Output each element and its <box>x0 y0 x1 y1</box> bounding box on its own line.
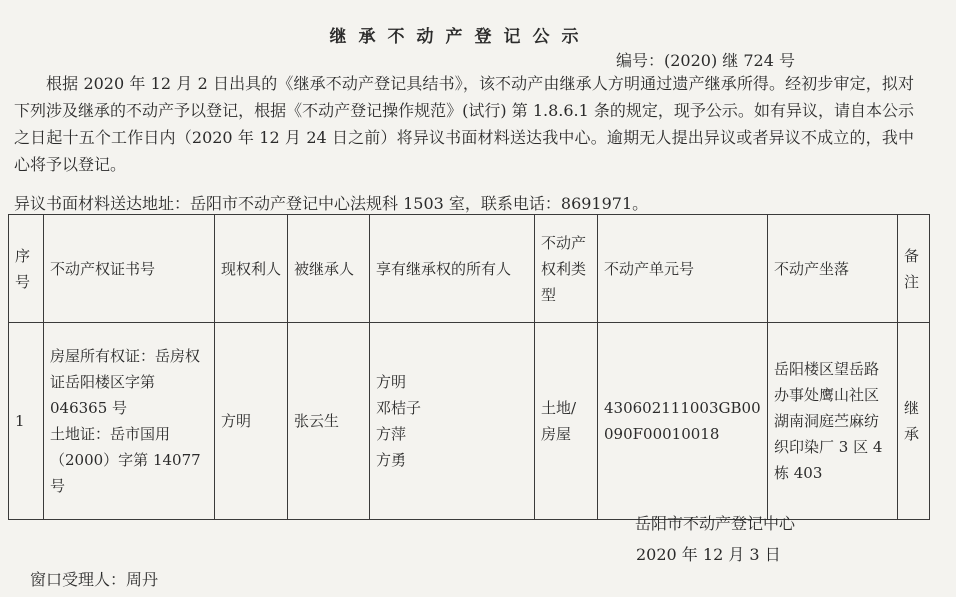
cell-unit <box>598 323 768 520</box>
cert-land: 土地证：岳市国用（2000）字第 14077 号 <box>50 425 201 495</box>
notice-body: 根据 2020 年 12 月 2 日出具的《继承不动产登记具结书》，该不动产由继承人方明通过遗产继承所得。经初步审定，拟对下列涉及继承的不动产予以登记，根据《不动产登记操作规范》(试行) 第 1.8.6.1 条的规定，现予公示。如有异议，请自本公示之日起十五个工作日内（2020 年 12 月 24 日之前）将异议书面材料送达我中心。逾期无人提出异议或者异议不成立的，我中心将予以登记。 <box>14 74 914 174</box>
header-location: 不动产坐落 <box>768 215 898 323</box>
objection-address: 异议书面材料送达地址：岳阳市不动产登记中心法规科 1503 室，联系电话：8691971。 <box>14 194 649 213</box>
cell-type: 土地/房屋 <box>535 323 598 520</box>
cell-seq: 1 <box>9 323 44 520</box>
header-heirs: 享有继承权的所有人 <box>370 215 535 323</box>
document-number: 编号：(2020) 继 724 号 <box>616 51 796 70</box>
header-owner: 现权利人 <box>215 215 288 323</box>
issuing-organization: 岳阳市不动产登记中心 <box>635 514 796 533</box>
issue-date: 2020 年 12 月 3 日 <box>636 545 781 564</box>
cert-house: 房屋所有权证：岳房权证岳阳楼区字第 046365 号 <box>50 347 201 417</box>
table-header-row <box>9 215 930 323</box>
cell-owner: 方明 <box>215 323 288 520</box>
heir-name: 邓桔子 <box>376 399 422 417</box>
window-clerk: 窗口受理人：周丹 <box>30 570 159 589</box>
heir-name: 方勇 <box>376 451 407 469</box>
header-remark: 备注 <box>898 215 930 323</box>
cell-remark: 继承 <box>898 323 930 520</box>
cell-decedent: 张云生 <box>288 323 370 520</box>
header-type: 不动产权利类型 <box>535 215 598 323</box>
heir-name: 方萍 <box>376 425 407 443</box>
unit-number: 430602111003GB00090F00010018 <box>604 399 761 443</box>
notice-title: 继承不动产登记公示 <box>329 27 591 47</box>
cell-heirs <box>370 323 535 520</box>
table-row <box>9 323 930 520</box>
cell-location: 岳阳楼区望岳路办事处鹰山社区湖南洞庭苎麻纺织印染厂 3 区 4 栋 403 <box>768 323 898 520</box>
header-seq: 序号 <box>9 215 44 323</box>
heir-name: 方明 <box>376 373 407 391</box>
property-table <box>8 214 930 520</box>
header-cert: 不动产权证书号 <box>44 215 215 323</box>
header-decedent: 被继承人 <box>288 215 370 323</box>
cell-cert <box>44 323 215 520</box>
header-unit: 不动产单元号 <box>598 215 768 323</box>
